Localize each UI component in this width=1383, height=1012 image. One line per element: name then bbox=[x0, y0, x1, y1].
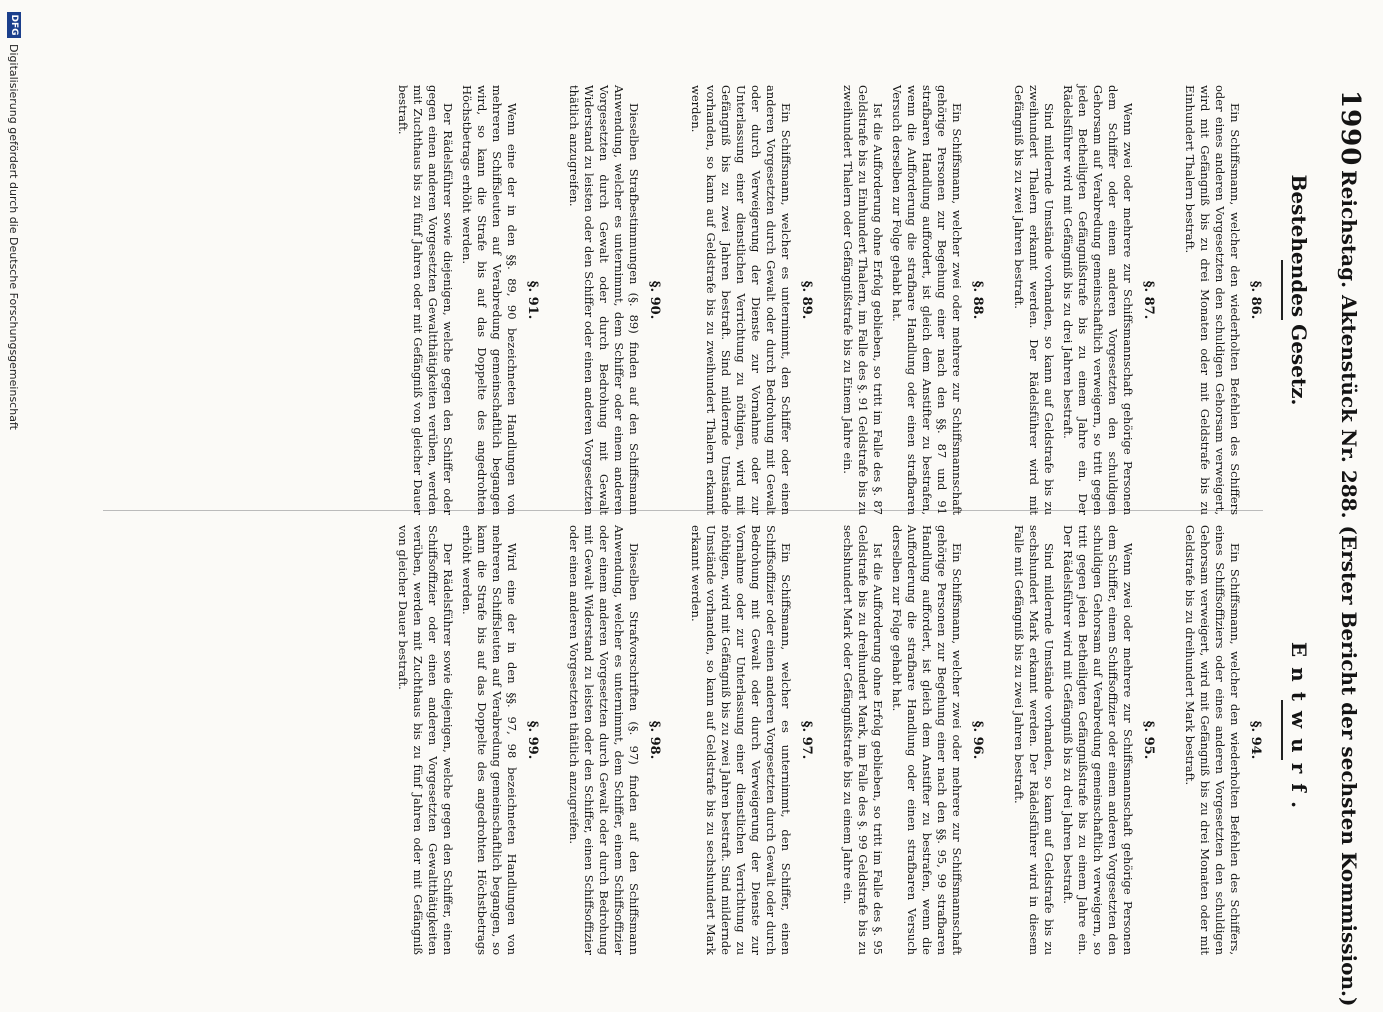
section-title: §. 90. bbox=[647, 280, 662, 320]
law-section bbox=[566, 85, 662, 515]
section-title: §. 86. bbox=[1248, 280, 1263, 320]
left-column-heading-text: Bestehendes Gesetz. bbox=[1287, 174, 1311, 406]
section-paragraph: Ist die Aufforderung ohne Erfolg geblieben, so tritt im Falle des §. 87 Geldstrafe bis zu Einhundert Thalern, im Falle des §. 91 Geldstrafe bis zu zweihundert Thalern oder Gefängnißstrafe bis zu Einem Jahre ein. bbox=[841, 85, 885, 515]
section-title: §. 94. bbox=[1248, 720, 1263, 760]
section-paragraph: Ein Schiffsmann, welcher es unternimmt, den Schiffer, einen Schiffsoffizier oder einen anderen Vorgesetzten durch Gewalt oder durch Bedrohung mit Gewalt oder durch Verweigerung der Dienste zur Vornahme oder zur Unterlassung einer dienstlichen Verrichtung zu nöthigen, wird mit Gefängniß bis zu zwei Jahren bestraft. Sind mildernde Umstände vorhanden, so kann auf Geldstrafe bis zu sechshundert Mark erkannt werden. bbox=[689, 525, 793, 955]
left-column-existing-law bbox=[369, 85, 1263, 515]
section-paragraph: Ein Schiffsmann, welcher zwei oder mehrere zur Schiffsmannschaft gehörige Personen zur Begehung einer nach den §§. 95, 99 strafbaren Handlung auffordert, ist gleich dem Anstifter zu bestrafen, wenn die Aufforderung die strafbare Handlung oder einen strafbaren Versuch derselben zur Folge gehabt hat. bbox=[890, 525, 964, 955]
section-title: §. 97. bbox=[799, 720, 814, 760]
section-title: §. 99. bbox=[525, 720, 540, 760]
section-paragraph: Dieselben Strafbestimmungen (§. 89) finden auf den Schiffsmann Anwendung, welcher es unternimmt, dem Schiffer oder einem anderen Vorgesetzten durch Gewalt oder durch Bedrohung mit Gewalt Widerstand zu leisten oder den Schiffer oder einen anderen Vorgesetzten thätlich anzugreifen. bbox=[567, 85, 641, 515]
section-title: §. 91. bbox=[525, 280, 540, 320]
law-section bbox=[395, 85, 540, 515]
page-header bbox=[1323, 0, 1383, 1007]
section-paragraph: Ein Schiffsmann, welcher es unternimmt, den Schiffer oder einen anderen Vorgesetzten durch Gewalt oder durch Bedrohung mit Gewalt oder durch Verweigerung der Dienste zur Vornahme oder zur Unterlassung einer dienstlichen Verrichtung zu nöthigen, wird mit Gefängniß bis zu zwei Jahren bestraft. Sind mildernde Umstände vorhanden, so kann auf Geldstrafe bis zu zweihundert Thalern erkannt werden. bbox=[689, 85, 793, 515]
left-column-heading bbox=[1281, 80, 1311, 500]
page-number: 1990 bbox=[1335, 90, 1365, 167]
law-section bbox=[1011, 85, 1156, 515]
section-paragraph: Sind mildernde Umstände vorhanden, so kann auf Geldstrafe bis zu zweihundert Thalern erkannt werden. Der Rädelsführer wird mit Gefängniß bis zu zwei Jahren bestraft. bbox=[1012, 85, 1056, 515]
running-head: Reichstag. Aktenstück Nr. 288. (Erster Bericht der sechsten Kommission.) bbox=[1337, 170, 1361, 1007]
section-paragraph: Wenn zwei oder mehrere zur Schiffsmannschaft gehörige Personen dem Schiffer, einem Schiffsoffizier oder einem anderen Vorgesetzten den schuldigen Gehorsam auf Verabredung gemeinschaftlich verweigern, so tritt gegen jeden Betheiligten Gefängnißstrafe bis zu einem Jahre ein. Der Rädelsführer wird mit Gefängniß bis zu drei Jahren bestraft. bbox=[1061, 525, 1135, 955]
right-column-draft bbox=[369, 525, 1263, 955]
section-title: §. 89. bbox=[799, 280, 814, 320]
heading-rule bbox=[1281, 260, 1283, 320]
law-section bbox=[688, 85, 814, 515]
right-column-heading-text: Entwurf. bbox=[1287, 641, 1311, 819]
section-paragraph: Ist die Aufforderung ohne Erfolg geblieben, so tritt im Falle des §. 95 Geldstrafe bis zu dreihundert Mark, im Falle des §. 99 Geldstrafe bis zu sechshundert Mark oder Gefängnißstrafe bis zu einem Jahre ein. bbox=[841, 525, 885, 955]
digitization-credit-text: Digitalisierung gefördert durch die Deutsche Forschungsgemeinschaft bbox=[7, 44, 21, 430]
dfg-logo: DFG bbox=[7, 12, 21, 38]
law-section bbox=[566, 525, 662, 955]
law-section bbox=[688, 525, 814, 955]
section-title: §. 95. bbox=[1141, 720, 1156, 760]
section-paragraph: Wenn zwei oder mehrere zur Schiffsmannschaft gehörige Personen dem Schiffer oder einem anderen Vorgesetzten den schuldigen Gehorsam auf Verabredung gemeinschaftlich verweigern, so tritt gegen jeden Betheiligten Gefängnißstrafe bis zu einem Jahre ein. Der Rädelsführer wird mit Gefängniß bis zu drei Jahren bestraft. bbox=[1061, 85, 1135, 515]
heading-rule bbox=[1281, 700, 1283, 760]
section-paragraph: Wird eine der in den §§. 97, 98 bezeichneten Handlungen von mehreren Schiffsleuten auf Verabredung gemeinschaftlich begangen, so kann die Strafe bis auf das Doppelte des angedrohten Höchstbetrags erhöht werden. bbox=[460, 525, 519, 955]
section-paragraph: Sind mildernde Umstände vorhanden, so kann auf Geldstrafe bis zu sechshundert Mark erkannt werden. Der Rädelsführer wird in diesem Falle mit Gefängniß bis zu zwei Jahren bestraft. bbox=[1012, 525, 1056, 955]
section-title: §. 87. bbox=[1141, 280, 1156, 320]
section-paragraph: Der Rädelsführer sowie diejenigen, welche gegen den Schiffer oder gegen einen anderen Vorgesetzten Gewaltthätigkeiten verüben, werden mit Zuchthaus bis zu fünf Jahren oder mit Gefängniß von gleicher Dauer bestraft. bbox=[396, 85, 455, 515]
section-paragraph: Dieselben Strafvorschriften (§. 97) finden auf den Schiffsmann Anwendung, welcher es unternimmt, dem Schiffer, einem Schiffsoffizier oder einem anderen Vorgesetzten durch Gewalt oder durch Bedrohung mit Gewalt Widerstand zu leisten oder den Schiffer, einen Schiffsoffizier oder einen anderen Vorgesetzten thätlich anzugreifen. bbox=[567, 525, 641, 955]
section-paragraph: Der Rädelsführer sowie diejenigen, welche gegen den Schiffer, einen Schiffsoffizier oder einen anderen Vorgesetzten Gewaltthätigkeiten verüben, werden mit Zuchthaus bis zu fünf Jahren oder mit Gefängniß von gleicher Dauer bestraft. bbox=[396, 525, 455, 955]
section-title: §. 96. bbox=[970, 720, 985, 760]
right-column-heading bbox=[1281, 520, 1311, 940]
section-title: §. 88. bbox=[970, 280, 985, 320]
law-section bbox=[840, 525, 985, 955]
section-title: §. 98. bbox=[647, 720, 662, 760]
law-section bbox=[1011, 525, 1156, 955]
section-paragraph: Ein Schiffsmann, welcher den wiederholten Befehlen des Schiffers, eines Schiffsoffiziers oder eines anderen Vorgesetzten den schuldigen Gehorsam verweigert, wird mit Gefängniß bis zu drei Monaten oder mit Geldstrafe bis zu dreihundert Mark bestraft. bbox=[1183, 525, 1242, 955]
law-section bbox=[840, 85, 985, 515]
section-paragraph: Ein Schiffsmann, welcher den wiederholten Befehlen des Schiffers oder eines anderen Vorgesetzten den schuldigen Gehorsam verweigert, wird mit Gefängniß bis zu drei Monaten oder mit Geldstrafe bis zu Einhundert Thalern bestraft. bbox=[1183, 85, 1242, 515]
law-section bbox=[395, 525, 540, 955]
section-paragraph: Wenn eine der in den §§. 89, 90 bezeichneten Handlungen von mehreren Schiffsleuten auf Verabredung gemeinschaftlich begangen wird, so kann die Strafe bis auf das Doppelte des angedrohten Höchstbetrags erhöht werden. bbox=[460, 85, 519, 515]
law-section bbox=[1182, 85, 1263, 515]
section-paragraph: Ein Schiffsmann, welcher zwei oder mehrere zur Schiffsmannschaft gehörige Personen zur Begehung einer nach den §§. 87 und 91 strafbaren Handlung auffordert, ist gleich dem Anstifter zu bestrafen, wenn die Aufforderung die strafbare Handlung oder einen strafbaren Versuch derselben zur Folge gehabt hat. bbox=[890, 85, 964, 515]
digitization-credit bbox=[0, 0, 28, 1012]
law-section bbox=[1182, 525, 1263, 955]
